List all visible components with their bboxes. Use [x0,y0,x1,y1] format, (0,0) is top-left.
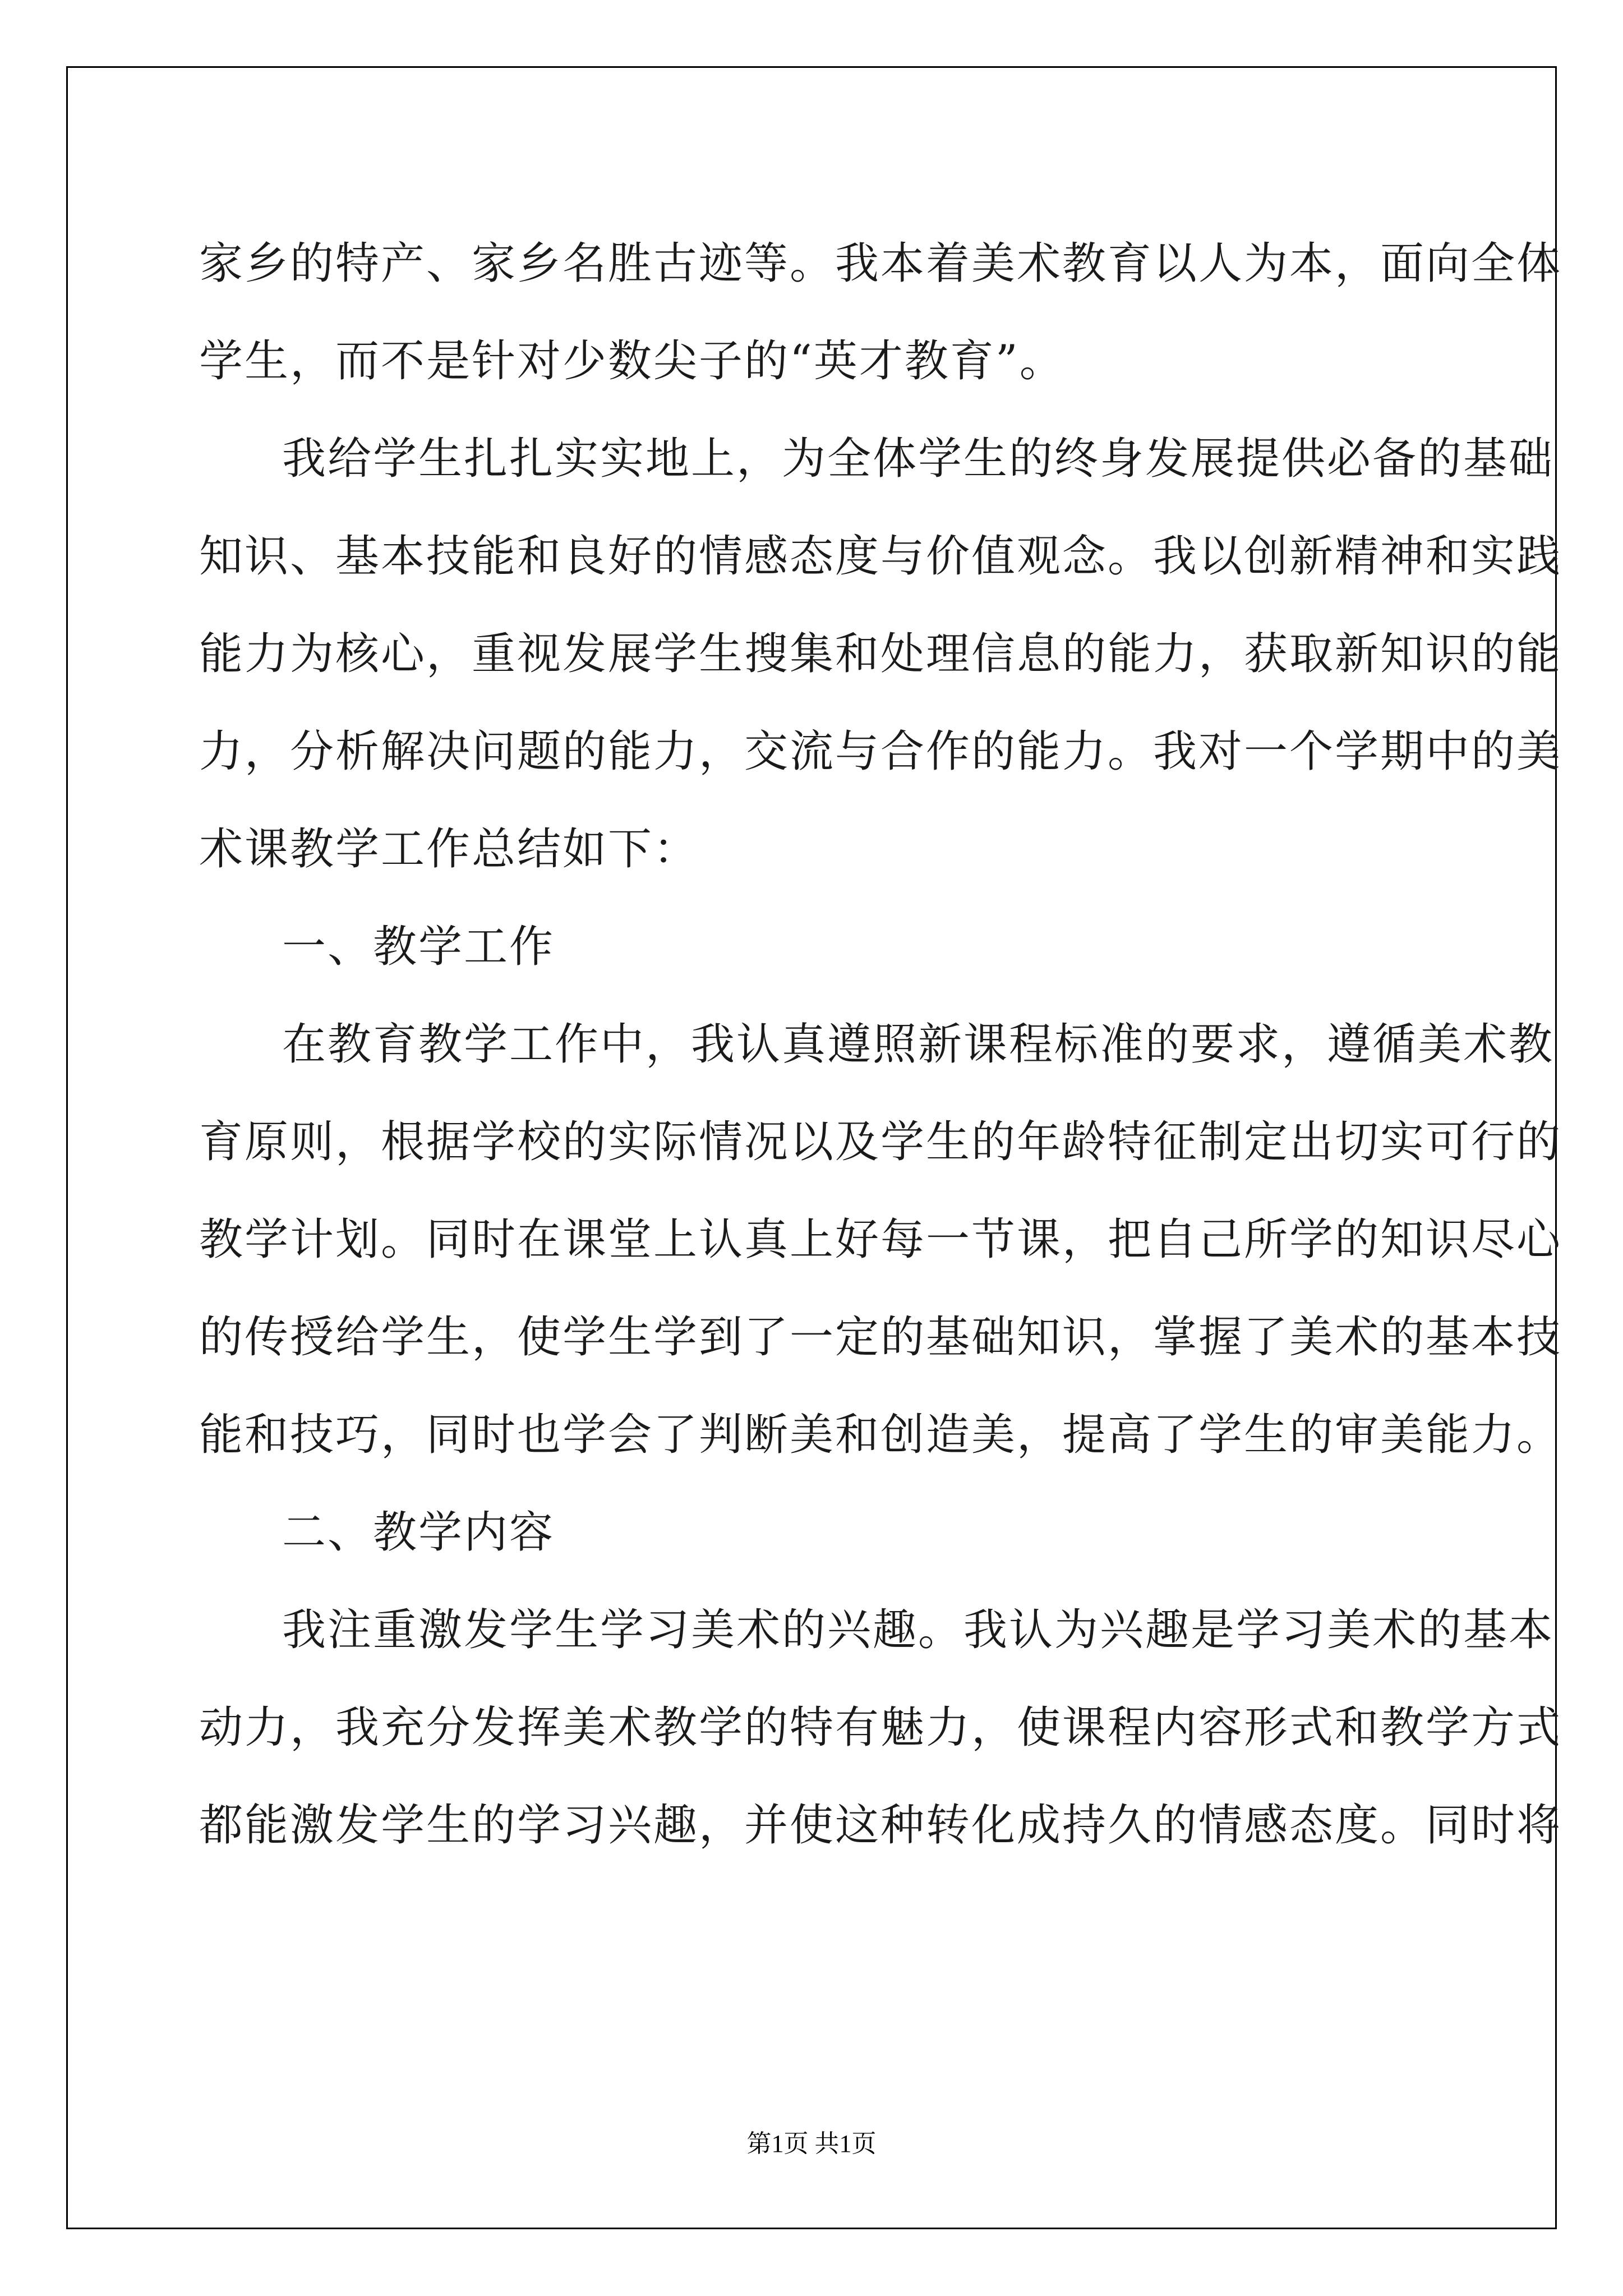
text-line: 都能激发学生的学习兴趣，并使这种转化成持久的情感态度。同时将 [199,1800,1562,1851]
text-line: 教学计划。同时在课堂上认真上好每一节课，把自己所学的知识尽心 [199,1214,1562,1265]
paragraph-start-line: 我给学生扎扎实实地上，为全体学生的终身发展提供必备的基础 [282,434,1555,484]
paragraph-start-line: 我注重激发学生学习美术的兴趣。我认为兴趣是学习美术的基本 [282,1605,1555,1655]
text-line: 育原则，根据学校的实际情况以及学生的年龄特征制定出切实可行的 [199,1117,1562,1167]
text-line: 动力，我充分发挥美术教学的特有魅力，使课程内容形式和教学方式 [199,1703,1562,1753]
text-line: 能力为核心，重视发展学生搜集和处理信息的能力，获取新知识的能 [199,629,1562,679]
text-line: 能和技巧，同时也学会了判断美和创造美，提高了学生的审美能力。 [199,1410,1562,1460]
section-heading: 二、教学内容 [282,1507,555,1558]
text-line: 术课教学工作总结如下： [199,824,699,875]
text-line: 学生，而不是针对少数尖子的“英才教育”。 [199,336,1065,386]
text-line: 力，分析解决问题的能力，交流与合作的能力。我对一个学期中的美 [199,726,1562,777]
paragraph-start-line: 在教育教学工作中，我认真遵照新课程标准的要求，遵循美术教 [282,1019,1555,1070]
page-footer: 第1页 共1页 [746,2130,877,2157]
text-line: 知识、基本技能和良好的情感态度与价值观念。我以创新精神和实践 [199,531,1562,582]
text-line: 家乡的特产、家乡名胜古迹等。我本着美术教育以人为本，面向全体 [199,238,1562,289]
text-line: 的传授给学生，使学生学到了一定的基础知识，掌握了美术的基本技 [199,1312,1562,1363]
section-heading: 一、教学工作 [282,922,555,972]
